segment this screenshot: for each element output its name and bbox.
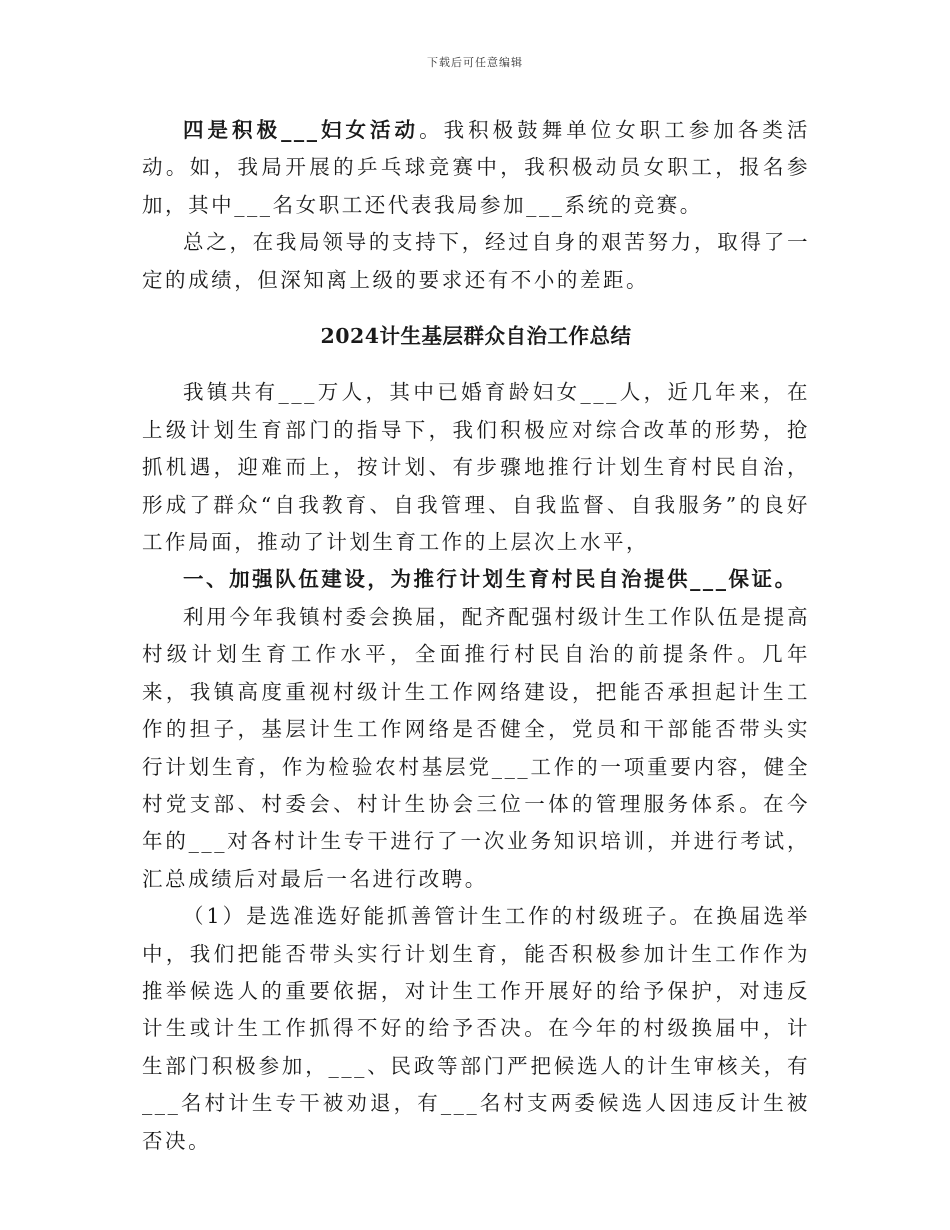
header-note: 下载后可任意编辑	[427, 56, 523, 69]
document-body	[142, 112, 810, 1160]
paragraph-text: 。我积极鼓舞单位女职工参加各类活动。如，我局开展的乒乓球竞赛中，我积极动员女职工，报名参加，其中___名女职工还代表我局参加___系统的竞赛。	[142, 118, 810, 217]
section-heading: 一、加强队伍建设，为推行计划生育村民自治提供___保证。	[183, 567, 798, 592]
paragraph-women-activities	[142, 112, 810, 224]
paragraph-village-leadership: （1）是选准选好能抓善管计生工作的村级班子。在换届选举中，我们把能否带头实行计划生育，能否积极参加计生工作作为推举候选人的重要依据，对计生工作开展好的给予保护，对违反计生或计生工作抓得不好的给予否决。在今年的村级换届中，计生部门积极参加，___、民政等部门严把候选人的计生审核关，有___名村计生专干被劝退，有___名村支两委候选人因违反计生被否决。	[142, 904, 810, 1153]
paragraph-intro: 我镇共有___万人，其中已婚育龄妇女___人，近几年来，在上级计划生育部门的指导下，我们积极应对综合改革的形势，抢抓机遇，迎难而上，按计划、有步骤地推行计划生育村民自治，形成了群众“自我教育、自我管理、自我监督、自我服务”的良好工作局面，推动了计划生育工作的上层次上水平，	[142, 380, 810, 555]
paragraph-team-building: 利用今年我镇村委会换届，配齐配强村级计生工作队伍是提高村级计划生育工作水平，全面推行村民自治的前提条件。几年来，我镇高度重视村级计生工作网络建设，把能否承担起计生工作的担子，基层计生工作网络是否健全，党员和干部能否带头实行计划生育，作为检验农村基层党___工作的一项重要内容，健全村党支部、村委会、村计生协会三位一体的管理服务体系。在今年的___对各村计生专干进行了一次业务知识培训，并进行考试，汇总成绩后对最后一名进行改聘。	[142, 604, 810, 891]
document-title: 2024计生基层群众自治工作总结	[320, 324, 632, 349]
paragraph-bold-lead: 四是积极___妇女活动	[183, 118, 420, 142]
paragraph-conclusion: 总之，在我局领导的支持下，经过自身的艰苦努力，取得了一定的成绩，但深知离上级的要求还有不小的差距。	[142, 230, 810, 292]
